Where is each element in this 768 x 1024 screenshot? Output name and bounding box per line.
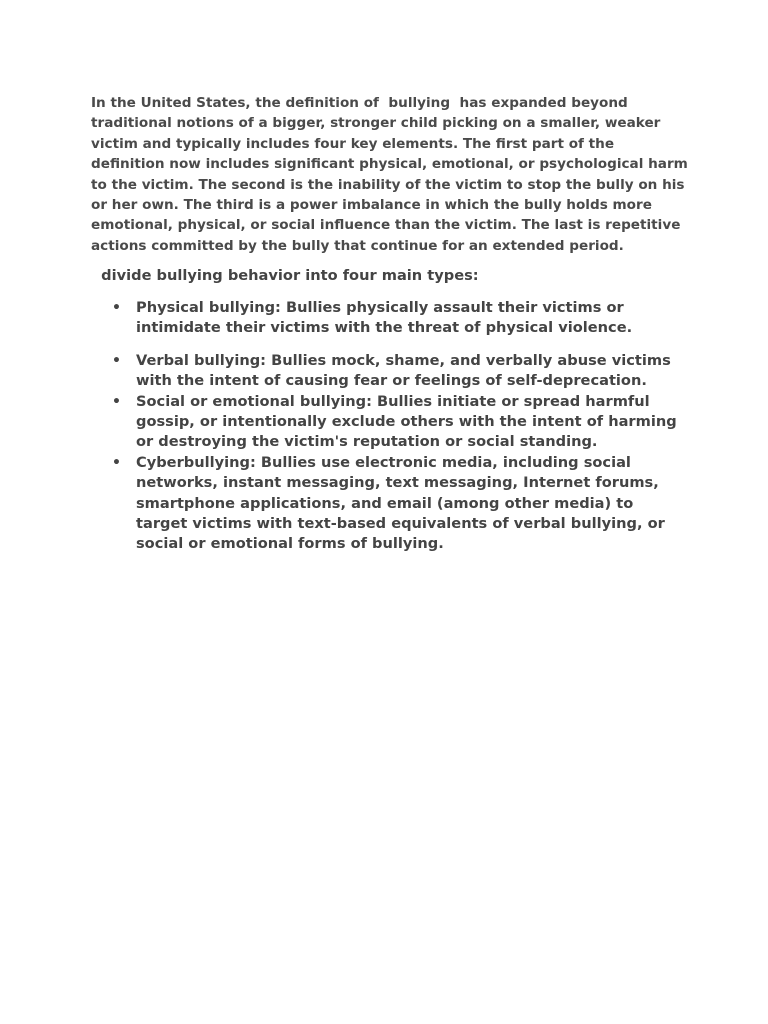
list-item-text: Social or emotional bullying: Bullies initiate or spread harmful gossip, or intentionally exclude others with the intent of harming or destroying the victim's reputation or social standing. [136, 392, 677, 451]
bullying-types-list [0, 298, 768, 555]
bullet-icon: • [112, 352, 121, 369]
intro-paragraph: In the United States, the definition of bullying has expanded beyond traditional notions of a bigger, stronger child picking on a smaller, weaker victim and typically includes four key elements. The first part of the definition now includes significant physical, emotional, or psychological harm to the victim. The second is the inability of the victim to stop the bully on his or her own. The third is a power imbalance in which the bully holds more emotional, physical, or social influence than the victim. The last is repetitive actions committed by the bully that continue for an extended period. [91, 95, 693, 254]
list-item-text: Physical bullying: Bullies physically assault their victims or intimidate their victims with the threat of physical violence. [136, 299, 633, 337]
list-item-verbal-bullying [0, 351, 768, 392]
bullying-types-lead: divide bullying behavior into four main types: [91, 267, 479, 284]
list-item-physical-bullying [0, 298, 768, 339]
list-item-cyberbullying [0, 453, 768, 555]
list-item-text: Verbal bullying: Bullies mock, shame, and verbally abuse victims with the intent of causing fear or feelings of self-deprecation. [136, 351, 671, 390]
list-item-social-emotional-bullying [0, 392, 768, 453]
bullet-icon: • [112, 393, 121, 410]
bullet-icon: • [112, 454, 121, 471]
list-item-text: Cyberbullying: Bullies use electronic media, including social networks, instant messaging, text messaging, Internet forums, smartphone applications, and email (among other media) to target victims with text-based equivalents of verbal bullying, or social or emotional forms of bullying. [136, 453, 665, 553]
bullet-icon: • [112, 300, 121, 316]
